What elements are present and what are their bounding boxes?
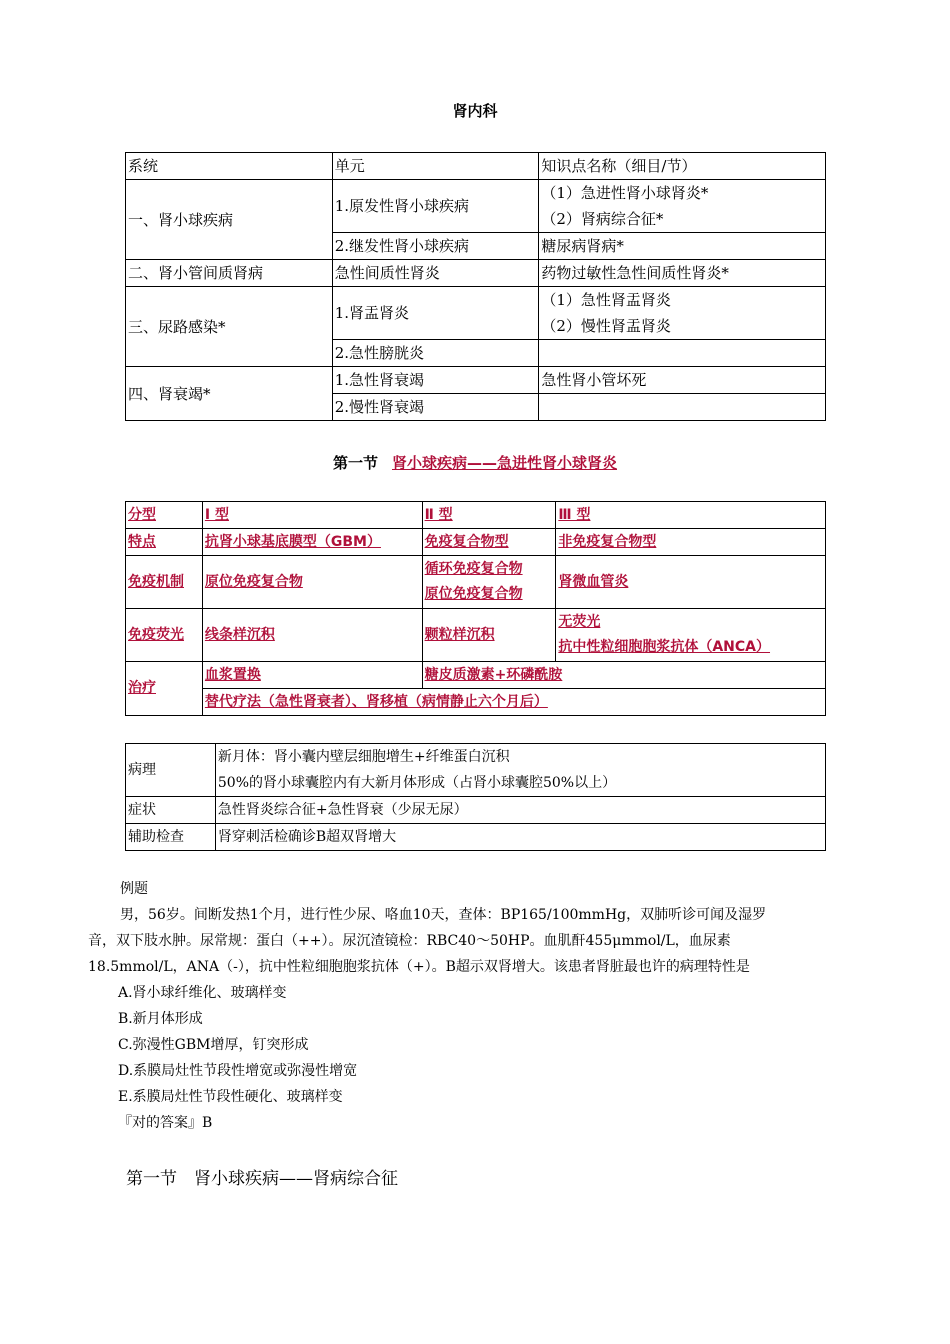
type-cell[interactable]: 免疫机制 bbox=[126, 556, 203, 609]
unit-cell: 2.慢性肾衰竭 bbox=[332, 394, 539, 421]
example-label: 例题 bbox=[120, 881, 148, 897]
system-cell: 四、肾衰竭* bbox=[126, 367, 333, 421]
exam-value: 肾穿刺活检确诊B超双肾增大 bbox=[215, 824, 825, 851]
system-cell: 一、肾小球疾病 bbox=[126, 180, 333, 260]
type-line[interactable]: 原位免疫复合物 bbox=[424, 586, 523, 602]
type-cell[interactable]: Ⅰ 型 bbox=[202, 502, 422, 529]
type-cell[interactable]: 肾微血管炎 bbox=[556, 556, 826, 609]
knowledge-line: （2）肾病综合征* bbox=[541, 210, 664, 228]
type-cell[interactable]: 抗肾小球基底膜型（GBM） bbox=[202, 529, 422, 556]
type-cell[interactable]: 颗粒样沉积 bbox=[422, 609, 556, 662]
option-e: E.系膜局灶性节段性硬化、玻璃样变 bbox=[118, 1089, 343, 1105]
knowledge-cell bbox=[539, 394, 826, 421]
section-link[interactable]: 肾小球疾病——急进性肾小球肾炎 bbox=[392, 454, 618, 472]
type-cell[interactable]: 特点 bbox=[126, 529, 203, 556]
pathology-label: 病理 bbox=[126, 744, 216, 797]
type-cell[interactable]: 分型 bbox=[126, 502, 203, 529]
type-cell[interactable]: 治疗 bbox=[126, 662, 203, 716]
example-line: 音，双下肢水肿。尿常规：蛋白（++）。尿沉渣镜检：RBC40～50HP。血肌酐455μmmol/L，血尿素 bbox=[88, 933, 731, 949]
section-heading-2: 第一节 肾小球疾病——肾病综合征 bbox=[126, 1169, 398, 1189]
pathology-line: 50%的肾小球囊腔内有大新月体形成（占肾小球囊腔50%以上） bbox=[217, 775, 617, 791]
type-cell[interactable]: Ⅲ 型 bbox=[556, 502, 826, 529]
unit-cell: 1.肾盂肾炎 bbox=[332, 287, 539, 340]
knowledge-cell: 急性肾小管坏死 bbox=[539, 367, 826, 394]
type-line[interactable]: 循环免疫复合物 bbox=[424, 561, 523, 577]
option-a: A.肾小球纤维化、玻璃样变 bbox=[118, 985, 287, 1001]
header-knowledge: 知识点名称（细目/节） bbox=[539, 153, 826, 180]
outline-table bbox=[125, 152, 826, 421]
section-prefix: 第一节 bbox=[332, 454, 378, 472]
type-line[interactable]: 抗中性粒细胞胞浆抗体（ANCA） bbox=[558, 639, 771, 655]
type-line[interactable]: 无荧光 bbox=[558, 614, 601, 630]
unit-cell: 1.急性肾衰竭 bbox=[332, 367, 539, 394]
example-line: 18.5mmol/L，ANA（-），抗中性粒细胞胞浆抗体（+）。B超示双肾增大。该患者肾脏最也许的病理特性是 bbox=[88, 959, 750, 975]
unit-cell: 1.原发性肾小球疾病 bbox=[332, 180, 539, 233]
pathology-line: 新月体：肾小囊内壁层细胞增生+纤维蛋白沉积 bbox=[217, 749, 510, 765]
type-cell[interactable]: 免疫复合物型 bbox=[422, 529, 556, 556]
type-cell[interactable]: 替代疗法（急性肾衰者）、肾移植（病情静止六个月后） bbox=[202, 689, 825, 716]
symptom-label: 症状 bbox=[126, 797, 216, 824]
example-line: 男，56岁。间断发热1个月，进行性少尿、咯血10天，查体：BP165/100mmHg，双肺听诊可闻及湿罗 bbox=[120, 907, 767, 923]
type-cell[interactable] bbox=[556, 609, 826, 662]
type-cell[interactable]: 非免疫复合物型 bbox=[556, 529, 826, 556]
type-table bbox=[125, 501, 826, 716]
knowledge-line: （1）急性肾盂肾炎 bbox=[541, 291, 671, 309]
option-c: C.弥漫性GBM增厚，钉突形成 bbox=[118, 1037, 309, 1053]
exam-label: 辅助检查 bbox=[126, 824, 216, 851]
option-b: B.新月体形成 bbox=[118, 1011, 203, 1027]
unit-cell: 急性间质性肾炎 bbox=[332, 260, 539, 287]
unit-cell: 2.继发性肾小球疾病 bbox=[332, 233, 539, 260]
type-cell[interactable]: 血浆置换 bbox=[202, 662, 422, 689]
knowledge-line: （1）急进性肾小球肾炎* bbox=[541, 184, 709, 202]
type-cell[interactable]: 线条样沉积 bbox=[202, 609, 422, 662]
type-cell[interactable]: 免疫荧光 bbox=[126, 609, 203, 662]
system-cell: 二、肾小管间质肾病 bbox=[126, 260, 333, 287]
type-cell[interactable] bbox=[422, 556, 556, 609]
type-cell[interactable]: 原位免疫复合物 bbox=[202, 556, 422, 609]
header-system: 系统 bbox=[126, 153, 333, 180]
unit-cell: 2.急性膀胱炎 bbox=[332, 340, 539, 367]
pathology-value bbox=[215, 744, 825, 797]
section-heading bbox=[0, 452, 950, 473]
page-title: 肾内科 bbox=[452, 102, 498, 120]
option-d: D.系膜局灶性节段性增宽或弥漫性增宽 bbox=[118, 1063, 358, 1079]
knowledge-cell bbox=[539, 340, 826, 367]
knowledge-cell bbox=[539, 180, 826, 233]
type-cell[interactable]: Ⅱ 型 bbox=[422, 502, 556, 529]
header-unit: 单元 bbox=[332, 153, 539, 180]
knowledge-cell bbox=[539, 287, 826, 340]
knowledge-cell: 药物过敏性急性间质性肾炎* bbox=[539, 260, 826, 287]
knowledge-line: （2）慢性肾盂肾炎 bbox=[541, 317, 671, 335]
symptom-value: 急性肾炎综合征+急性肾衰（少尿无尿） bbox=[215, 797, 825, 824]
system-cell: 三、尿路感染* bbox=[126, 287, 333, 367]
answer: 『对的答案』B bbox=[118, 1115, 213, 1131]
type-cell[interactable]: 糖皮质激素+环磷酰胺 bbox=[422, 662, 825, 689]
pathology-table bbox=[125, 743, 826, 851]
knowledge-cell: 糖尿病肾病* bbox=[539, 233, 826, 260]
